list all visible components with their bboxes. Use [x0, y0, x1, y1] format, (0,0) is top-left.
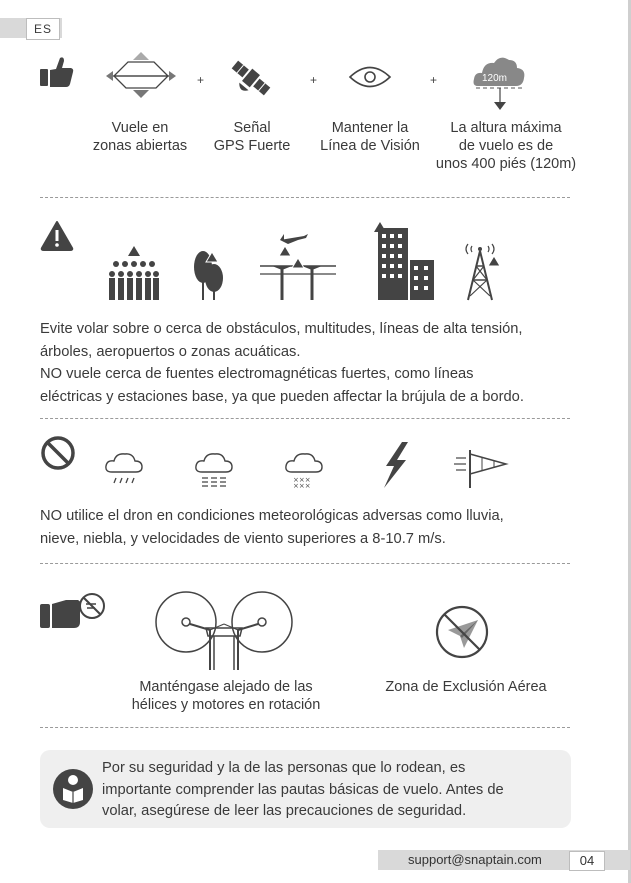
airport-powerlines-icon	[258, 230, 338, 302]
buildings-icon	[372, 222, 436, 302]
rain-cloud-icon	[104, 450, 144, 488]
snow-cloud-icon	[284, 450, 324, 488]
paragraph-line: Evite volar sobre o cerca de obstáculos, multitudes, líneas de alta tensión,	[40, 321, 523, 337]
section-divider	[40, 197, 570, 198]
crowd-icon	[108, 246, 160, 302]
caption-open-areas	[78, 119, 202, 155]
windsock-icon	[454, 448, 510, 488]
gps-satellite-icon	[228, 55, 274, 101]
propeller-caption	[104, 678, 348, 714]
note-line: importante comprender las pautas básicas de vuelo. Antes de	[102, 781, 504, 798]
caption-line: Línea de Visión	[320, 138, 420, 154]
fog-cloud-icon	[194, 450, 234, 488]
caption-line: GPS Fuerte	[213, 138, 291, 154]
caption-max-altitude	[424, 119, 588, 173]
no-fly-caption: Zona de Exclusión Aérea	[385, 679, 547, 695]
paragraph-line: NO vuele cerca de fuentes electromagnéticas fuertes, como líneas	[40, 366, 474, 382]
safety-note-text	[102, 758, 567, 823]
reading-person-icon	[52, 768, 94, 810]
section-divider	[40, 727, 570, 728]
caption-line: Señal	[233, 120, 271, 136]
caption-line: Manténgase alejado de las	[139, 679, 313, 695]
caption-line: de vuelo es de	[458, 138, 554, 154]
drone-propellers-icon	[154, 590, 294, 672]
weather-paragraph	[40, 505, 600, 550]
no-hand-icon	[40, 592, 108, 632]
language-label: ES	[26, 18, 60, 40]
svg-text:×××: ×××	[293, 476, 311, 484]
cell-tower-icon	[462, 236, 502, 302]
paragraph-line: NO utilice el dron en condiciones meteorológicas adversas como lluvia,	[40, 508, 504, 524]
plus-sign: +	[310, 73, 318, 87]
caption-line: Vuele en	[111, 120, 169, 136]
note-line: volar, asegúrese de leer las precauciones de seguridad.	[102, 803, 467, 819]
caption-line: La altura máxima	[450, 120, 562, 136]
thumbs-up-icon	[40, 56, 74, 88]
note-line: Por su seguridad y la de las personas que lo rodean, es	[102, 760, 466, 776]
support-email[interactable]: support@snaptain.com	[408, 852, 542, 867]
paragraph-line: nieve, niebla, y velocidades de viento superiores a 8-10.7 m/s.	[40, 530, 446, 547]
caption-line-of-sight	[308, 119, 432, 155]
eye-icon	[348, 64, 392, 90]
altitude-label: 120m	[482, 73, 508, 84]
open-area-icon	[106, 60, 176, 100]
paragraph-line: árboles, aeropuertos o zonas acuáticas.	[40, 343, 301, 360]
obstacles-paragraph	[40, 318, 600, 408]
caption-line: hélices y motores en rotación	[131, 697, 321, 713]
no-fly-zone-icon	[434, 604, 490, 660]
caption-gps	[202, 119, 302, 155]
lightning-icon	[380, 442, 410, 488]
caption-line: zonas abiertas	[92, 138, 188, 154]
paragraph-line: eléctricas y estaciones base, ya que pueden affectar la brújula de a bordo.	[40, 388, 524, 405]
svg-text:×××: ×××	[293, 482, 311, 490]
section-divider	[40, 418, 570, 419]
caption-line: Mantener la	[331, 120, 409, 136]
page-number: 04	[569, 851, 605, 871]
section-divider	[40, 563, 570, 564]
warning-icon	[40, 220, 74, 250]
plus-sign: +	[197, 73, 205, 87]
prohibited-icon	[40, 435, 76, 471]
caption-line: unos 400 piés (120m)	[435, 156, 577, 172]
plus-sign: +	[430, 73, 438, 87]
trees-icon	[192, 250, 226, 302]
